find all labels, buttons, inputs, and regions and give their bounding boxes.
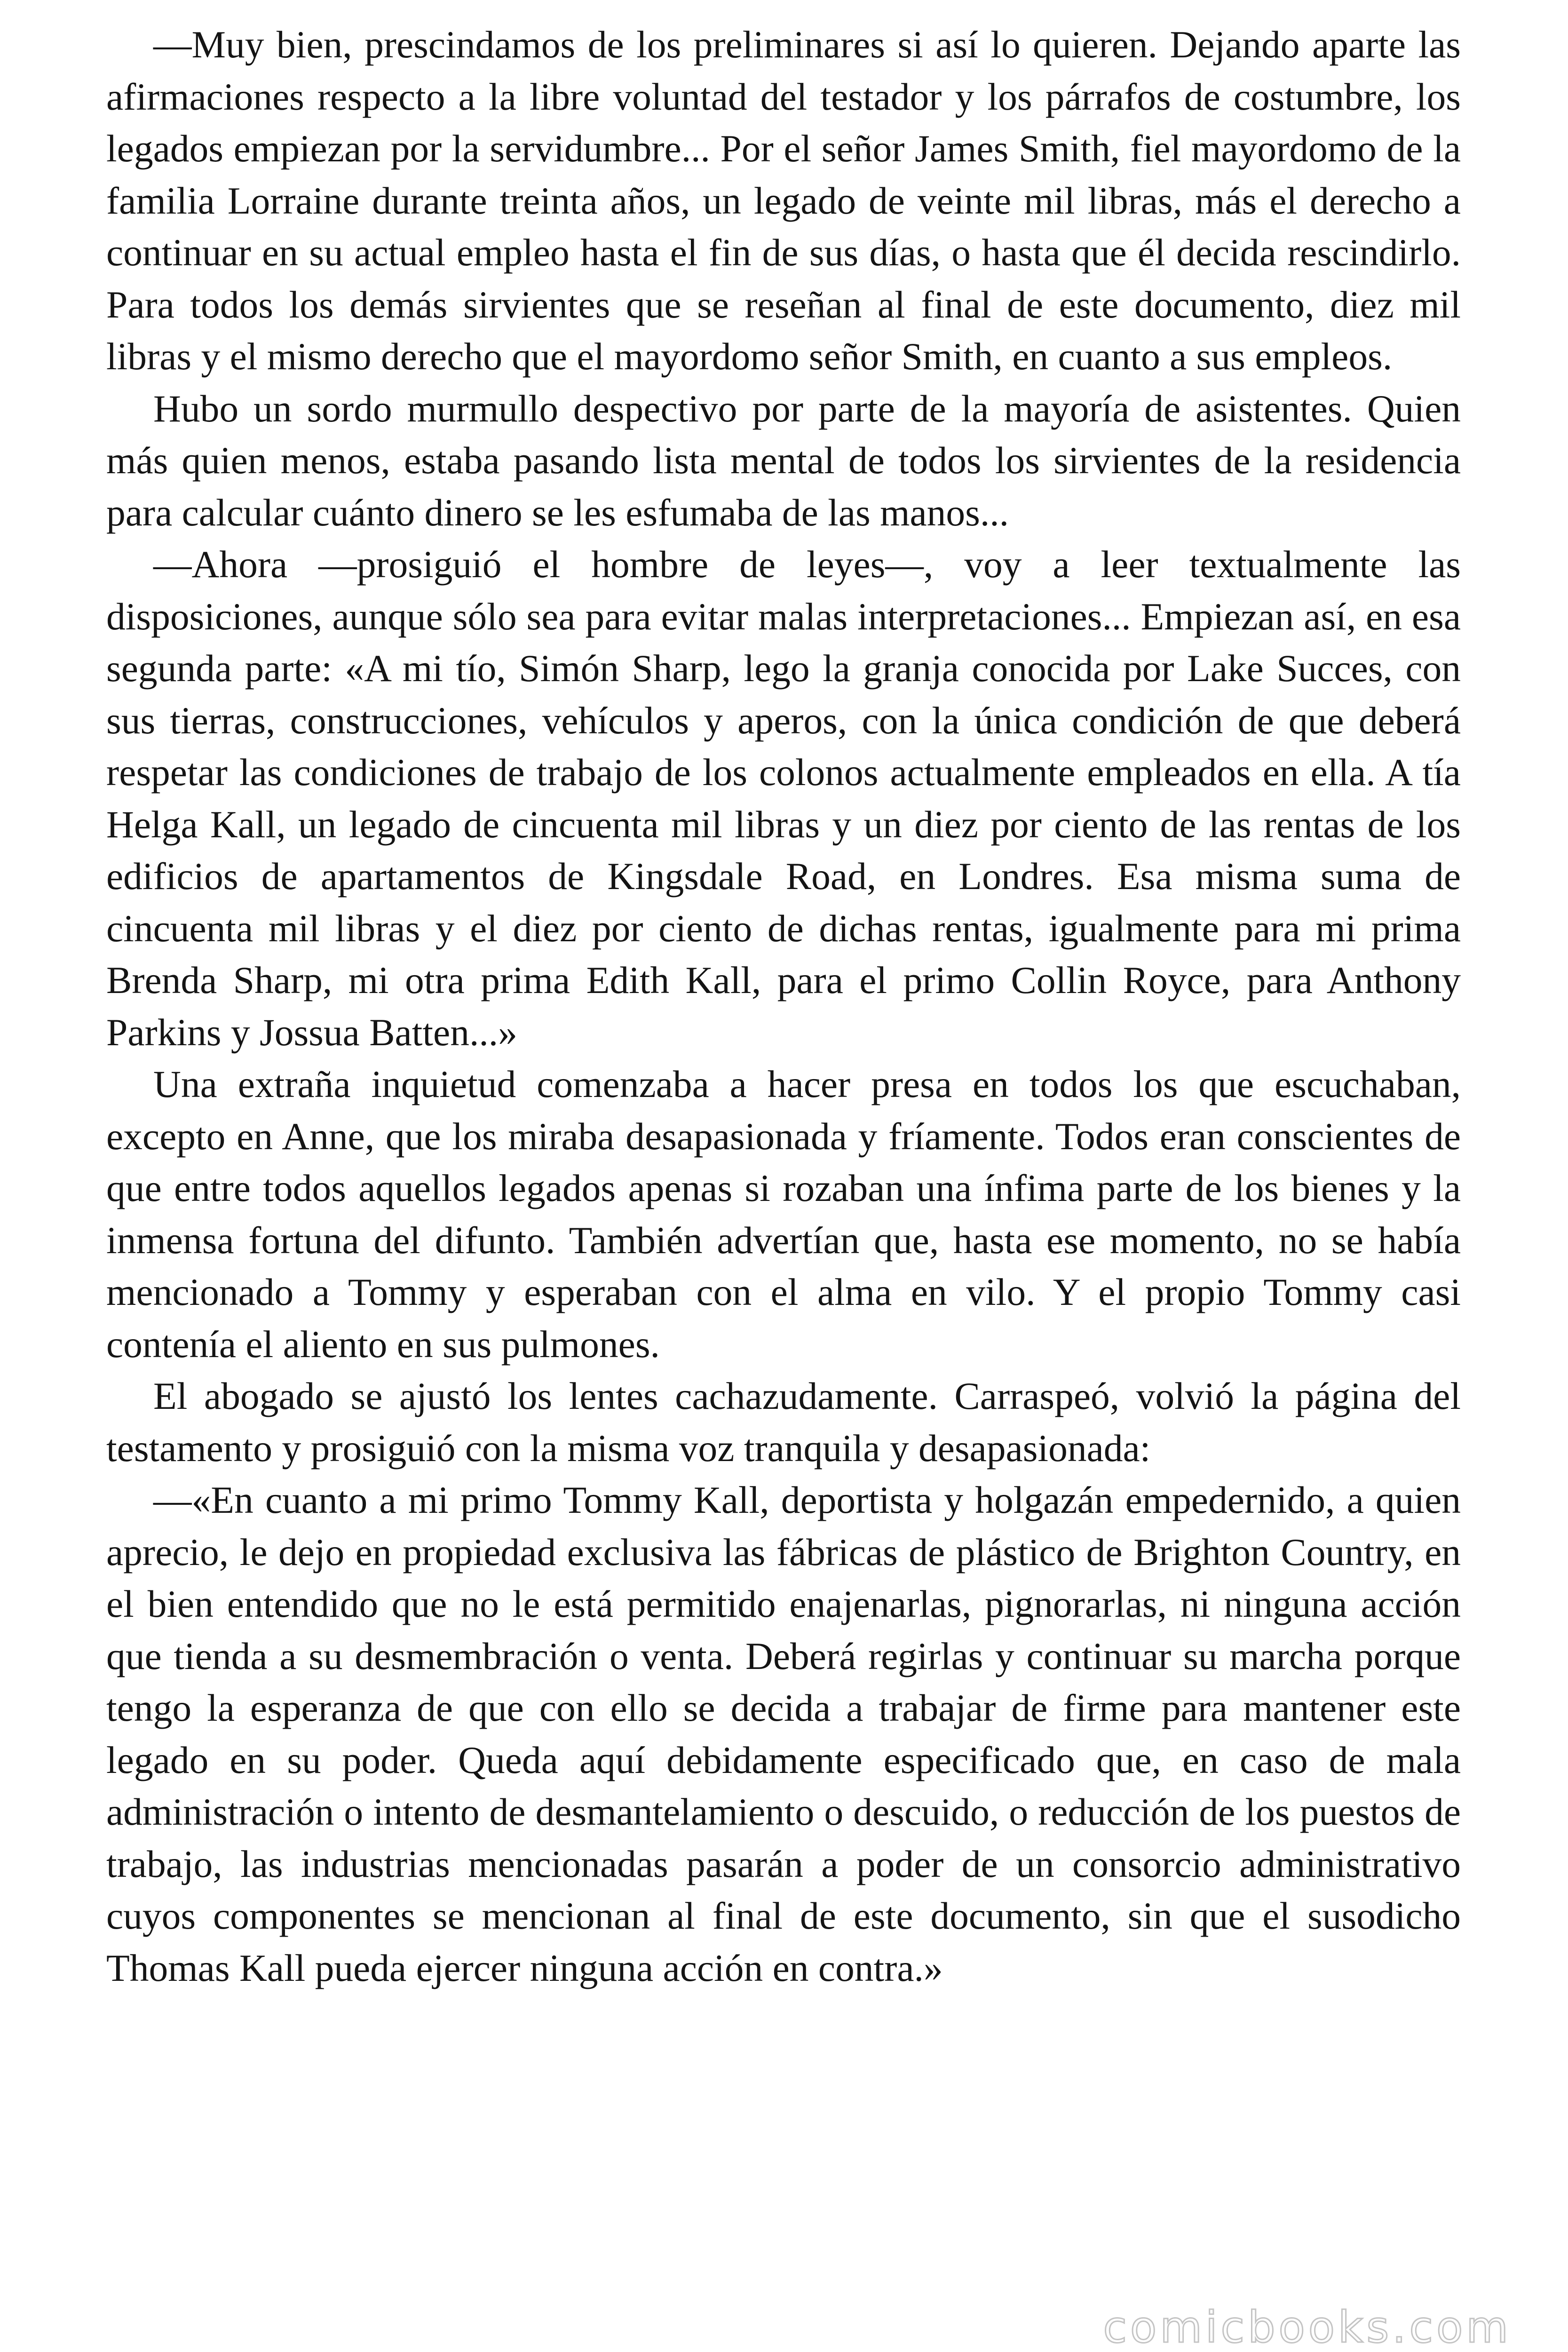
paragraph-3: —Ahora —prosiguió el hombre de leyes—, voy a leer textualmente las disposiciones, aunque sólo sea para evitar malas interpretaciones... Empiezan así, en esa segunda parte: «A mi tío, Simón Sharp, lego la granja conocida por Lake Succes, con sus tierras, construcciones, vehículos y aperos, con la única condición de que deberá respetar las condiciones de trabajo de los colonos actualmente empleados en ella. A tía Helga Kall, un legado de cincuenta mil libras y un diez por ciento de las rentas de los edificios de apartamentos de Kingsdale Road, en Londres. Esa misma suma de cincuenta mil libras y el diez por ciento de dichas rentas, igualmente para mi prima Brenda Sharp, mi otra prima Edith Kall, para el primo Collin Royce, para Anthony Parkins y Jossua Batten...» — [106, 543, 1461, 1054]
paragraph-1: —Muy bien, prescindamos de los preliminares si así lo quieren. Dejando aparte las afirmaciones respecto a la libre voluntad del testador y los párrafos de costumbre, los legados empiezan por la servidumbre... Por el señor James Smith, fiel mayordomo de la familia Lorraine durante treinta años, un legado de veinte mil libras, más el derecho a continuar en su actual empleo hasta el fin de sus días, o hasta que él decida rescindirlo. Para todos los demás sirvientes que se reseñan al final de este documento, diez mil libras y el mismo derecho que el mayordomo señor Smith, en cuanto a sus empleos. — [106, 23, 1461, 378]
paragraph-5: El abogado se ajustó los lentes cachazudamente. Carraspeó, volvió la página del testamento y prosiguió con la misma voz tranquila y desapasionada: — [106, 1375, 1461, 1470]
watermark: comicbooks.com — [1103, 2302, 1512, 2352]
paragraph-4: Una extraña inquietud comenzaba a hacer presa en todos los que escuchaban, excepto en Anne, que los miraba desapasionada y fríamente. Todos eran conscientes de que entre todos aquellos legados apenas si rozaban una ínfima parte de los bienes y la inmensa fortuna del difunto. También advertían que, hasta ese momento, no se había mencionado a Tommy y esperaban con el alma en vilo. Y el propio Tommy casi contenía el aliento en sus pulmones. — [106, 1063, 1461, 1366]
paragraph-6: —«En cuanto a mi primo Tommy Kall, deportista y holgazán empedernido, a quien aprecio, le dejo en propiedad exclusiva las fábricas de plástico de Brighton Country, en el bien entendido que no le está permitido enajenarlas, pignorarlas, ni ninguna acción que tienda a su desmembración o venta. Deberá regirlas y continuar su marcha porque tengo la esperanza de que con ello se decida a trabajar de firme para mantener este legado en su poder. Queda aquí debidamente especificado que, en caso de mala administración o intento de desmantelamiento o descuido, o reducción de los puestos de trabajo, las industrias mencionadas pasarán a poder de un consorcio administrativo cuyos componentes se mencionan al final de este documento, sin que el susodicho Thomas Kall pueda ejercer ninguna acción en contra.» — [106, 1478, 1461, 1989]
paragraph-2: Hubo un sordo murmullo despectivo por parte de la mayoría de asistentes. Quien más quien menos, estaba pasando lista mental de todos los sirvientes de la residencia para calcular cuánto dinero se les esfumaba de las manos... — [106, 387, 1461, 534]
page-text — [106, 19, 1461, 1994]
